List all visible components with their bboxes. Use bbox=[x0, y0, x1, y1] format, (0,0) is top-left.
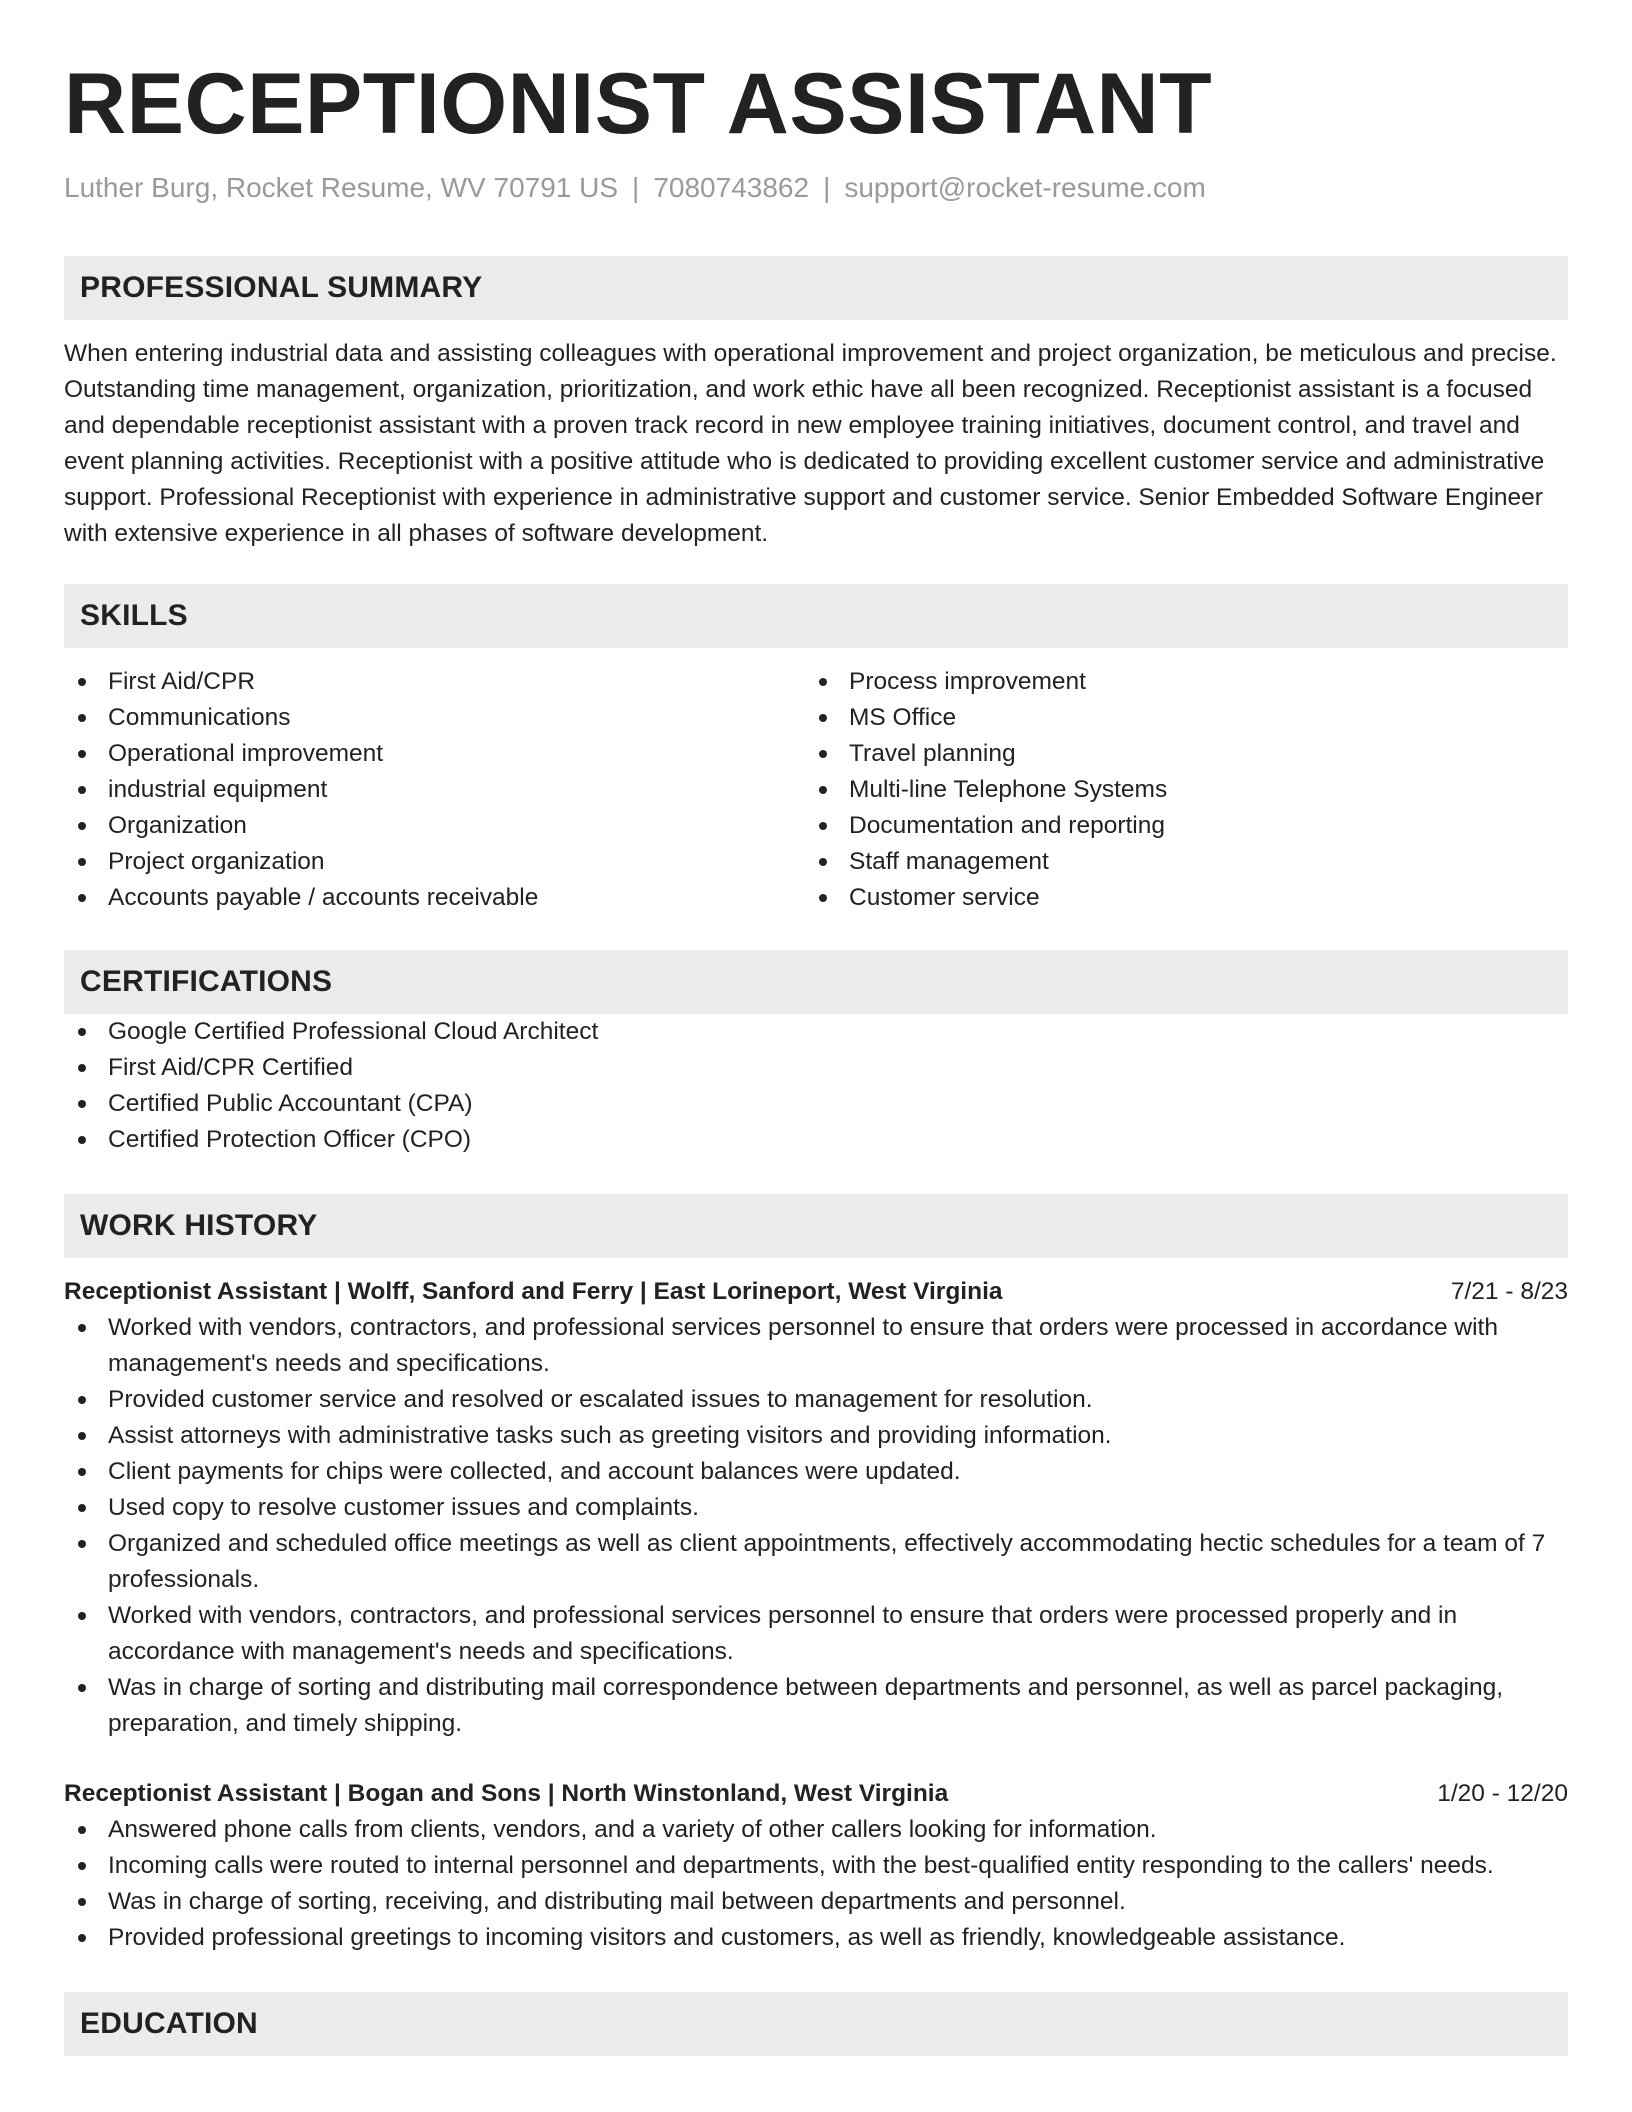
certification-item bbox=[64, 1122, 1568, 1158]
job-entry bbox=[64, 1274, 1568, 1742]
skill-item bbox=[64, 808, 805, 844]
skill-item bbox=[805, 736, 1568, 772]
bullet-icon bbox=[819, 894, 827, 902]
job-bullet bbox=[64, 1310, 1568, 1382]
bullet-icon bbox=[78, 1396, 86, 1404]
skills-grid bbox=[64, 664, 1568, 916]
job-bullet bbox=[64, 1848, 1568, 1884]
job-bullets bbox=[64, 1310, 1568, 1742]
bullet-icon bbox=[78, 1898, 86, 1906]
skill-item bbox=[805, 808, 1568, 844]
contact-separator: | bbox=[823, 172, 831, 203]
skill-item bbox=[64, 736, 805, 772]
certification-label: Google Certified Professional Cloud Architect bbox=[108, 1018, 599, 1045]
bullet-icon bbox=[819, 750, 827, 758]
bullet-icon bbox=[78, 1934, 86, 1942]
bullet-icon bbox=[78, 1136, 86, 1144]
bullet-icon bbox=[78, 1826, 86, 1834]
certification-label: First Aid/CPR Certified bbox=[108, 1054, 354, 1081]
bullet-icon bbox=[78, 1540, 86, 1548]
skill-label: Accounts payable / accounts receivable bbox=[108, 884, 539, 911]
job-bullet bbox=[64, 1920, 1568, 1956]
skill-label: Multi-line Telephone Systems bbox=[849, 776, 1168, 803]
resume-name: RECEPTIONIST ASSISTANT bbox=[64, 56, 1213, 152]
job-header bbox=[64, 1274, 1568, 1310]
skill-item bbox=[805, 700, 1568, 736]
bullet-icon bbox=[819, 822, 827, 830]
bullet-icon bbox=[819, 858, 827, 866]
bullet-icon bbox=[78, 1468, 86, 1476]
bullet-icon bbox=[819, 678, 827, 686]
skill-item bbox=[64, 664, 805, 700]
certification-label: Certified Public Accountant (CPA) bbox=[108, 1090, 473, 1117]
skill-item bbox=[805, 880, 1568, 916]
job-bullet-text: Organized and scheduled office meetings as well as client appointments, effectively accommodating hectic schedules for a team of 7 professionals. bbox=[108, 1530, 1546, 1593]
bullet-icon bbox=[78, 1028, 86, 1036]
bullet-icon bbox=[78, 1432, 86, 1440]
skill-item bbox=[64, 844, 805, 880]
job-bullet-text: Assist attorneys with administrative tasks such as greeting visitors and providing information. bbox=[108, 1422, 1112, 1449]
job-entry bbox=[64, 1776, 1568, 1956]
skill-item bbox=[64, 880, 805, 916]
bullet-icon bbox=[78, 1862, 86, 1870]
contact-separator: | bbox=[632, 172, 640, 203]
bullet-icon bbox=[78, 714, 86, 722]
skill-label: Communications bbox=[108, 704, 291, 731]
contact-email: support@rocket-resume.com bbox=[844, 172, 1206, 203]
skill-label: industrial equipment bbox=[108, 776, 328, 803]
job-bullet-text: Answered phone calls from clients, vendors, and a variety of other callers looking for information. bbox=[108, 1816, 1157, 1843]
job-bullet-text: Provided professional greetings to incoming visitors and customers, as well as friendly, knowledgeable assistance. bbox=[108, 1924, 1346, 1951]
section-header-summary: PROFESSIONAL SUMMARY bbox=[64, 256, 1568, 320]
contact-address: Luther Burg, Rocket Resume, WV 70791 US bbox=[64, 172, 619, 203]
bullet-icon bbox=[78, 822, 86, 830]
skill-label: First Aid/CPR bbox=[108, 668, 256, 695]
job-bullet bbox=[64, 1490, 1568, 1526]
job-bullet-text: Was in charge of sorting and distributing mail correspondence between departments and personnel, as well as parcel packaging, preparation, and timely shipping. bbox=[108, 1674, 1504, 1737]
bullet-icon bbox=[819, 714, 827, 722]
skill-item bbox=[805, 772, 1568, 808]
skills-column-left bbox=[64, 664, 805, 916]
job-bullet-text: Provided customer service and resolved or escalated issues to management for resolution. bbox=[108, 1386, 1093, 1413]
job-bullet bbox=[64, 1598, 1568, 1670]
job-bullet-text: Worked with vendors, contractors, and professional services personnel to ensure that orders were processed in accordance with management's needs and specifications. bbox=[108, 1314, 1498, 1377]
bullet-icon bbox=[78, 1684, 86, 1692]
job-bullet-text: Worked with vendors, contractors, and professional services personnel to ensure that orders were processed properly and in accordance with management's needs and specifications. bbox=[108, 1602, 1458, 1665]
skills-column-right bbox=[805, 664, 1568, 916]
job-bullet bbox=[64, 1526, 1568, 1598]
skill-label: Staff management bbox=[849, 848, 1049, 875]
bullet-icon bbox=[78, 750, 86, 758]
job-bullet bbox=[64, 1884, 1568, 1920]
job-bullet bbox=[64, 1454, 1568, 1490]
skill-label: Process improvement bbox=[849, 668, 1086, 695]
job-bullet-text: Was in charge of sorting, receiving, and distributing mail between departments and personnel. bbox=[108, 1888, 1126, 1915]
bullet-icon bbox=[78, 1504, 86, 1512]
section-header-certifications: CERTIFICATIONS bbox=[64, 950, 1568, 1014]
job-header bbox=[64, 1776, 1568, 1812]
bullet-icon bbox=[819, 786, 827, 794]
certification-item bbox=[64, 1014, 1568, 1050]
job-bullet-text: Client payments for chips were collected, and account balances were updated. bbox=[108, 1458, 961, 1485]
job-bullet bbox=[64, 1418, 1568, 1454]
job-dates: 7/21 - 8/23 bbox=[1450, 1278, 1568, 1305]
job-title: Receptionist Assistant | Bogan and Sons | North Winstonland, West Virginia bbox=[64, 1780, 949, 1807]
section-header-skills: SKILLS bbox=[64, 584, 1568, 648]
skill-label: Documentation and reporting bbox=[849, 812, 1165, 839]
skill-label: MS Office bbox=[849, 704, 957, 731]
section-header-work-history: WORK HISTORY bbox=[64, 1194, 1568, 1258]
job-bullet bbox=[64, 1382, 1568, 1418]
skill-item bbox=[805, 664, 1568, 700]
skill-label: Project organization bbox=[108, 848, 325, 875]
bullet-icon bbox=[78, 894, 86, 902]
job-bullets bbox=[64, 1812, 1568, 1956]
skill-label: Customer service bbox=[849, 884, 1040, 911]
job-bullet-text: Incoming calls were routed to internal personnel and departments, with the best-qualified entity responding to the callers' needs. bbox=[108, 1852, 1494, 1879]
summary-text: When entering industrial data and assisting colleagues with operational improvement and project organization, be meticulous and precise. Outstanding time management, organization, prioritization, and work ethic have all been recognized. Receptionist assistant is a focused and dependable receptionist assistant with a proven track record in new employee training initiatives, document control, and travel and event planning activities. Receptionist with a positive attitude who is dedicated to providing excellent customer service and administrative support. Professional Receptionist with experience in administrative support and customer service. Senior Embedded Software Engineer with extensive experience in all phases of software development. bbox=[64, 340, 1557, 547]
skill-item bbox=[64, 700, 805, 736]
bullet-icon bbox=[78, 1324, 86, 1332]
skill-label: Operational improvement bbox=[108, 740, 384, 767]
bullet-icon bbox=[78, 678, 86, 686]
skill-item bbox=[805, 844, 1568, 880]
job-bullet bbox=[64, 1812, 1568, 1848]
certification-item bbox=[64, 1086, 1568, 1122]
bullet-icon bbox=[78, 786, 86, 794]
contact-phone: 7080743862 bbox=[653, 172, 810, 203]
bullet-icon bbox=[78, 1100, 86, 1108]
skill-label: Travel planning bbox=[849, 740, 1016, 767]
job-bullet bbox=[64, 1670, 1568, 1742]
job-title: Receptionist Assistant | Wolff, Sanford and Ferry | East Lorineport, West Virginia bbox=[64, 1278, 1003, 1305]
skill-label: Organization bbox=[108, 812, 247, 839]
certification-item bbox=[64, 1050, 1568, 1086]
certifications-list bbox=[64, 1014, 1568, 1158]
certification-label: Certified Protection Officer (CPO) bbox=[108, 1126, 472, 1153]
bullet-icon bbox=[78, 1612, 86, 1620]
job-bullet-text: Used copy to resolve customer issues and complaints. bbox=[108, 1494, 699, 1521]
section-header-education: EDUCATION bbox=[64, 1992, 1568, 2056]
bullet-icon bbox=[78, 1064, 86, 1072]
contact-line bbox=[64, 170, 1568, 206]
bullet-icon bbox=[78, 858, 86, 866]
skill-item bbox=[64, 772, 805, 808]
job-dates: 1/20 - 12/20 bbox=[1437, 1780, 1568, 1807]
